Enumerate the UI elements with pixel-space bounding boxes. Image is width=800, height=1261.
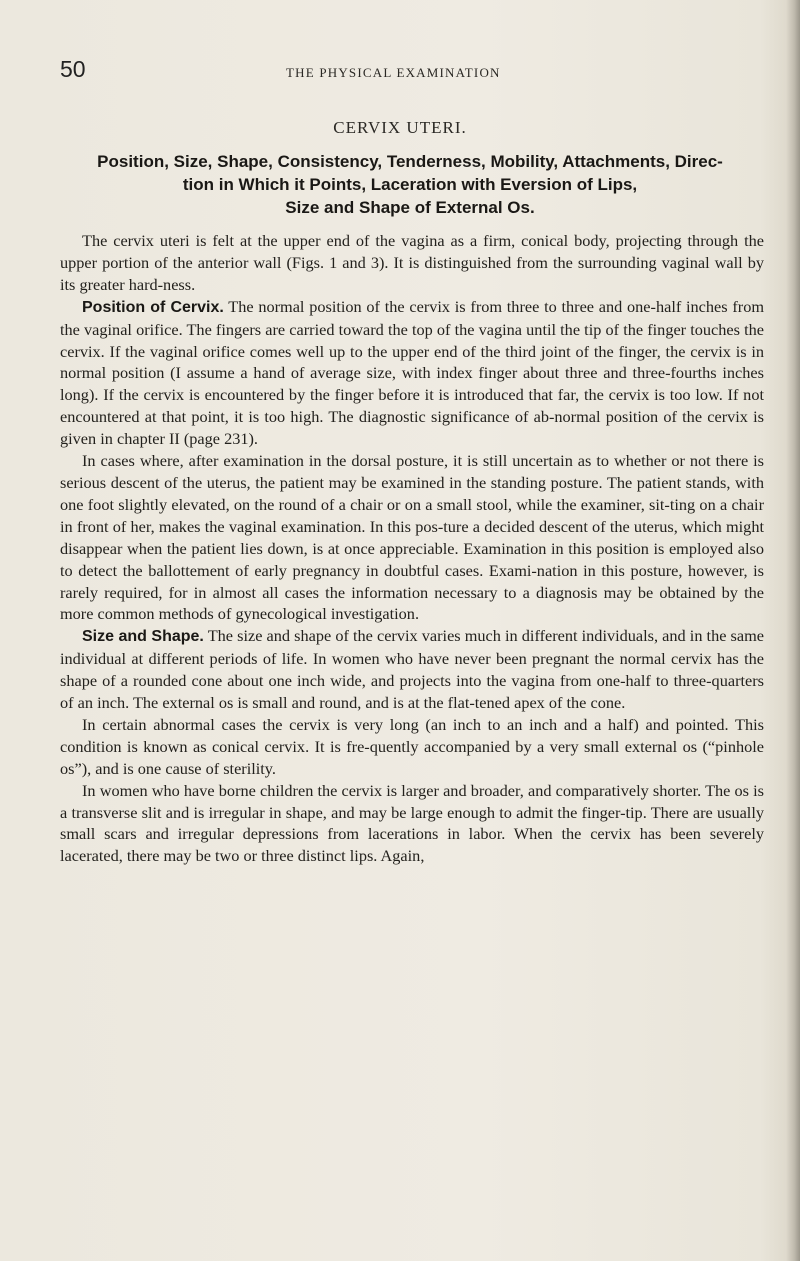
- paragraph-size-and-shape: [60, 625, 764, 714]
- run-in-heading: Position of Cervix.: [82, 298, 224, 316]
- paragraph-text: The cervix uteri is felt at the upper end of the vagina as a firm, conical body, projecting through the upper portion of the anterior wall (Figs. 1 and 3). It is distinguished from the surrounding vaginal wall by its greater hard-ness.: [60, 231, 764, 294]
- page-number: 50: [60, 56, 86, 82]
- running-title: THE PHYSICAL EXAMINATION: [286, 65, 501, 80]
- subheading-line: tion in Which it Points, Laceration with Eversion of Lips,: [182, 175, 638, 194]
- paragraph-text: The normal position of the cervix is from three to three and one-half inches from the vaginal orifice. The fingers are carried toward the top of the vagina until the tip of the finger touches the cervix. If the vaginal orifice comes well up to the upper end of the third joint of the finger, the cervix is in normal position (I assume a hand of average size, with index finger about three and three-fourths inches long). If the cervix is encountered by the finger before it is introduced that far, the cervix is too low. If not encountered at that point, it is too high. The diagnostic significance of ab-normal position of the cervix is given in chapter II (page 231).: [60, 296, 764, 449]
- section-subheading: [60, 150, 760, 219]
- body-text: [60, 230, 764, 867]
- run-in-heading: Size and Shape.: [82, 628, 204, 646]
- subheading-line: Position, Size, Shape, Consistency, Tenderness, Mobility, Attachments, Direc-: [97, 152, 723, 171]
- paragraph-parous-cervix: [60, 780, 764, 868]
- page-edge-shadow: [786, 0, 800, 1261]
- paragraph-position-of-cervix: [60, 296, 764, 450]
- paragraph-text: In cases where, after examination in the dorsal posture, it is still uncertain as to whether or not there is serious descent of the uterus, the patient may be examined in the standing posture. The patient stands, with one foot slightly elevated, on the round of a chair or on a small stool, while the examiner, sit-ting on a chair in front of her, makes the vaginal examination. In this pos-ture a decided descent of the uterus, which might disappear when the patient lies down, is at once appreciable. Examination in this position is employed also to detect the ballottement of early pregnancy in doubtful cases. Exami-nation in this posture, however, is rarely required, for in almost all cases the information necessary to a diagnosis may be obtained by the more common methods of gynecological investigation.: [60, 451, 764, 624]
- running-head: [0, 56, 800, 86]
- paragraph-text: In certain abnormal cases the cervix is very long (an inch to an inch and a half) and pointed. This condition is known as conical cervix. It is fre-quently accompanied by a very small external os (“pinhole os”), and is one cause of sterility.: [60, 714, 764, 778]
- paragraph-text: The size and shape of the cervix varies much in different individuals, and in the same individual at different periods of life. In women who have never been pregnant the normal cervix has the shape of a rounded cone about one inch wide, and projects into the vagina from one-half to three-quarters of an inch. The external os is small and round, and is at the flat-tened apex of the cone.: [60, 626, 765, 713]
- paragraph-intro: [60, 230, 764, 296]
- paragraph-conical-cervix: [60, 714, 764, 780]
- section-title: CERVIX UTERI.: [333, 118, 467, 137]
- paragraph-standing-posture: [60, 450, 764, 625]
- subheading-line: Size and Shape of External Os.: [285, 198, 535, 217]
- paragraph-text: In women who have borne children the cervix is larger and broader, and comparatively shorter. The os is a transverse slit and is irregular in shape, and may be large enough to admit the finger-tip. There are usually small scars and irregular depressions from lacerations in labor. When the cervix has been severely lacerated, there may be two or three distinct lips. Again,: [60, 780, 764, 866]
